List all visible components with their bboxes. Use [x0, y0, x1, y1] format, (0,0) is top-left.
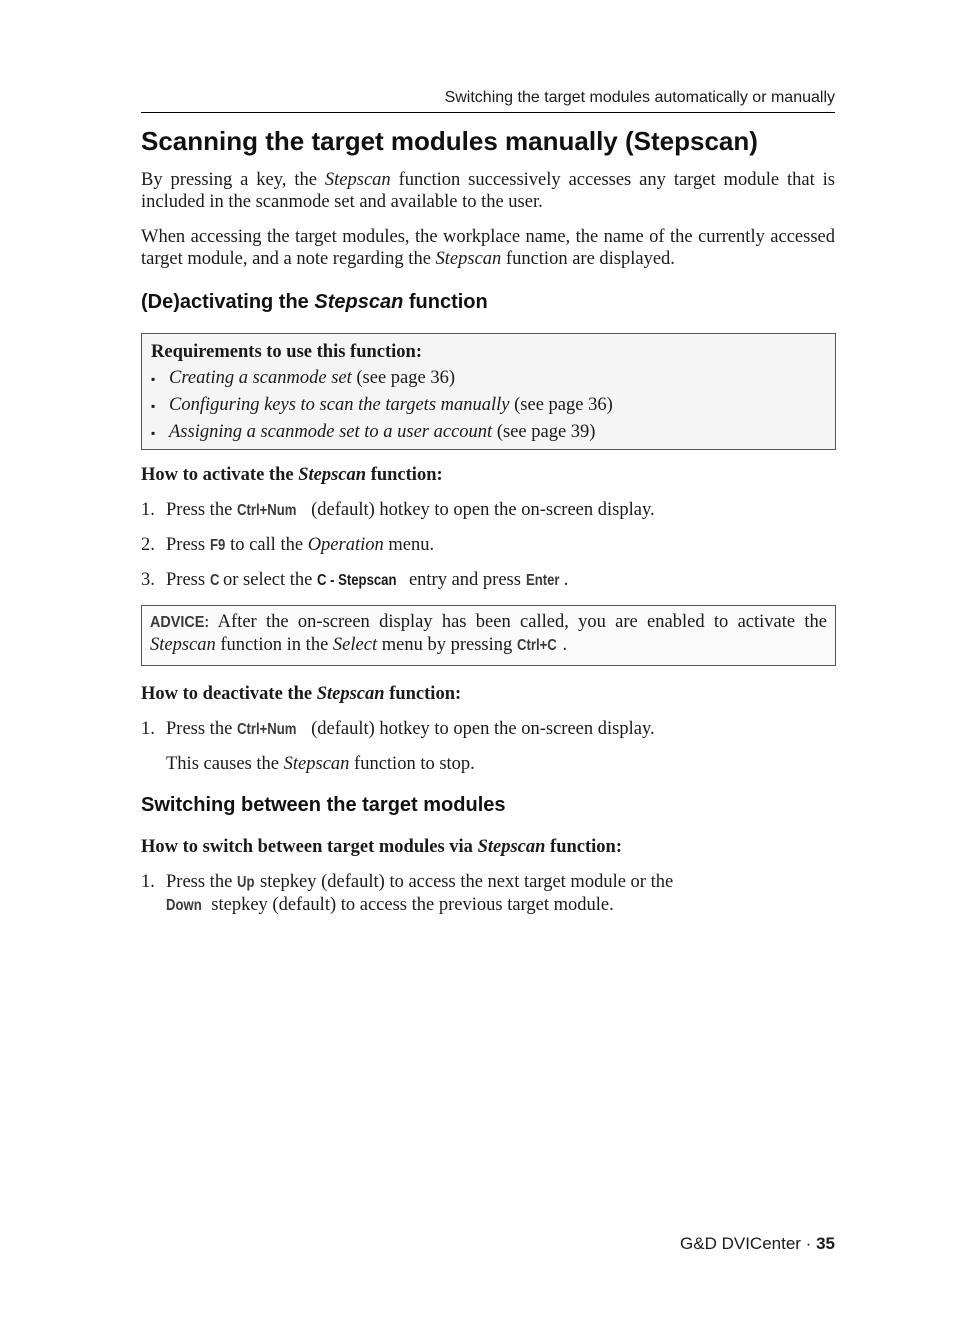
requirement-ref: (see page 36): [351, 368, 456, 388]
intro-paragraph-2: [141, 226, 835, 270]
advice-box: [141, 605, 836, 666]
activate-heading-c: function:: [366, 465, 443, 485]
intro2-stepscan: Stepscan: [435, 249, 502, 269]
sub1-title-b: Stepscan: [314, 291, 404, 313]
hotkey: F9: [209, 537, 225, 554]
page-number: 35: [816, 1234, 835, 1253]
hotkey: Ctrl+C: [516, 637, 557, 654]
requirements-heading: Requirements to use this function:: [151, 342, 422, 362]
switch-heading-c: function:: [545, 837, 622, 857]
intro1-text-a: By pressing a key, the: [141, 170, 325, 190]
hotkey: Enter: [525, 572, 560, 589]
header-rule: [141, 112, 835, 113]
step-number: 1.: [141, 872, 155, 892]
note-stepscan: Stepscan: [283, 754, 350, 774]
requirement-item: [151, 365, 826, 392]
advice-stepscan: Stepscan: [150, 635, 216, 655]
requirement-ref: (see page 39): [492, 422, 596, 442]
switch-heading-a: How to switch between target modules via: [141, 837, 478, 857]
hotkey: Ctrl+Num: [236, 502, 297, 519]
requirements-box: [141, 333, 836, 450]
hotkey: Ctrl+Num: [236, 721, 297, 738]
subsection-title-switching: Switching between the target modules: [141, 794, 506, 816]
activate-step-2: [141, 534, 835, 557]
requirement-link[interactable]: Creating a scanmode set: [169, 368, 352, 388]
switch-heading: [141, 836, 622, 858]
step-text: Press the: [166, 719, 237, 739]
note-text: This causes the: [166, 754, 284, 774]
advice-text: function in the: [215, 635, 333, 655]
stepkey: Down: [166, 897, 202, 914]
intro1-stepscan: Stepscan: [324, 170, 391, 190]
activate-heading-b: Stepscan: [298, 465, 367, 485]
sub1-title-a: (De)activating the: [141, 291, 315, 313]
footer-product: G&D DVICenter ·: [680, 1234, 817, 1253]
advice-menu: Select: [332, 635, 378, 655]
deactivate-heading-b: Stepscan: [316, 684, 385, 704]
sub1-title-c: function: [403, 291, 488, 313]
activate-step-1: [141, 499, 835, 522]
deactivate-note: [166, 753, 475, 775]
step-text: entry and press: [404, 570, 526, 590]
stepkey: Up: [236, 874, 255, 891]
requirement-ref: (see page 36): [509, 395, 613, 415]
step-text: menu.: [383, 535, 435, 555]
subsection-title-deactivating: [141, 291, 488, 314]
step-text: to call the: [225, 535, 308, 555]
step-text: stepkey (default) to access the previous target module.: [206, 895, 614, 915]
advice-text: After the on-screen display has been called, you are enabled to activate the: [209, 612, 827, 632]
advice-text: menu by pressing: [377, 635, 517, 655]
deactivate-heading: [141, 683, 461, 705]
requirement-link[interactable]: Assigning a scanmode set to a user account: [169, 422, 493, 442]
intro2-text-a: When accessing the target modules, the workplace name, the name of the currently accessed target module, and a note regarding the: [141, 227, 835, 269]
advice-text: .: [562, 635, 568, 655]
step-number: 2.: [141, 535, 155, 555]
switch-step-1: [141, 871, 835, 917]
deactivate-heading-a: How to deactivate the: [141, 684, 317, 704]
advice-label: ADVICE:: [150, 614, 210, 631]
activate-heading: [141, 464, 443, 486]
switch-heading-b: Stepscan: [477, 837, 546, 857]
menu-name: Operation: [307, 535, 384, 555]
step-number: 1.: [141, 719, 155, 739]
menu-entry: C - Stepscan: [317, 572, 397, 589]
bullet-icon: ▪: [151, 372, 156, 386]
activate-step-3: [141, 569, 835, 592]
intro1-text-c: function successively accesses any target module that is included in the scanmode set and available to the user.: [141, 170, 835, 212]
step-text: Press the: [166, 500, 237, 520]
hotkey: C: [209, 572, 220, 589]
note-text: function to stop.: [349, 754, 475, 774]
requirement-item: [151, 419, 826, 446]
deactivate-heading-c: function:: [384, 684, 462, 704]
step-text: stepkey (default) to access the next target module or the: [255, 872, 674, 892]
step-number: 3.: [141, 570, 155, 590]
requirement-link[interactable]: Configuring keys to scan the targets manually: [169, 395, 510, 415]
step-text: (default) hotkey to open the on-screen display.: [306, 500, 655, 520]
bullet-icon: ▪: [151, 399, 156, 413]
requirement-item: [151, 392, 826, 419]
step-text: .: [563, 570, 569, 590]
step-text: Press the: [166, 872, 237, 892]
intro2-text-c: function are displayed.: [501, 249, 675, 269]
step-text: Press: [166, 570, 210, 590]
running-header: Switching the target modules automatically or manually: [444, 89, 835, 106]
step-text: Press: [166, 535, 210, 555]
step-text: or select the: [218, 570, 317, 590]
intro-paragraph-1: [141, 169, 835, 213]
deactivate-step-1: [141, 718, 835, 741]
bullet-icon: ▪: [151, 426, 156, 440]
activate-heading-a: How to activate the: [141, 465, 299, 485]
page-footer: [141, 1234, 835, 1254]
section-title: Scanning the target modules manually (Stepscan): [141, 126, 758, 156]
step-text: (default) hotkey to open the on-screen display.: [306, 719, 655, 739]
step-number: 1.: [141, 500, 155, 520]
